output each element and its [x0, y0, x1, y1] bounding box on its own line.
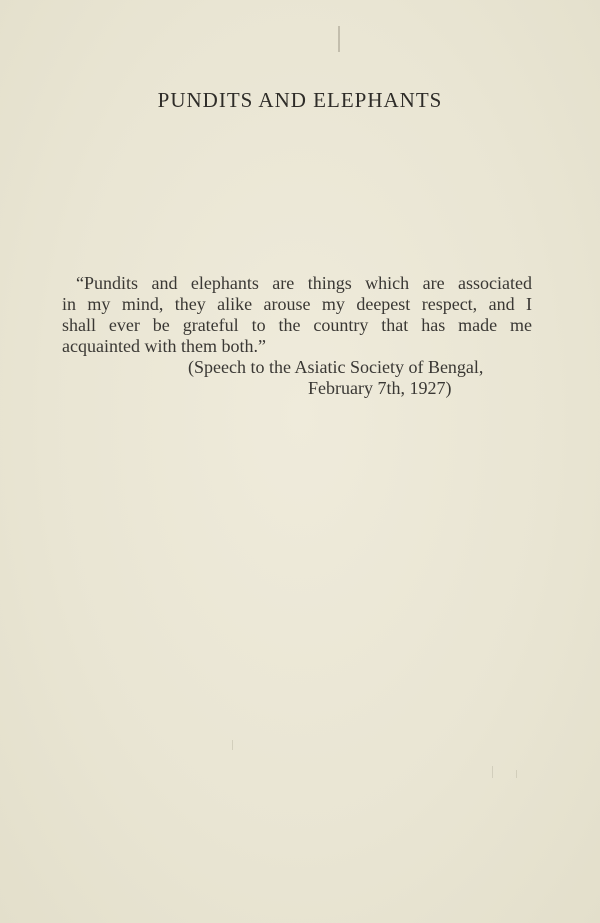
attribution-date: February 7th, 1927) [308, 378, 452, 398]
paper-mark [338, 26, 340, 52]
quote-line: acquainted with them both.” [62, 336, 266, 356]
attribution-line: (Speech to the Asiatic Society of Bengal, [188, 357, 484, 377]
quote-line: in my mind, they alike arouse my deepest respect, and I [62, 294, 532, 314]
epigraph-quote [62, 273, 532, 399]
quote-line: shall ever be grateful to the country that has made me [62, 315, 532, 335]
page-title: PUNDITS AND ELEPHANTS [157, 88, 443, 112]
paper-speck [232, 740, 233, 750]
paper-speck [492, 766, 493, 778]
paper-speck [516, 770, 517, 778]
quote-line: “Pundits and elephants are things which are associated [76, 273, 532, 293]
